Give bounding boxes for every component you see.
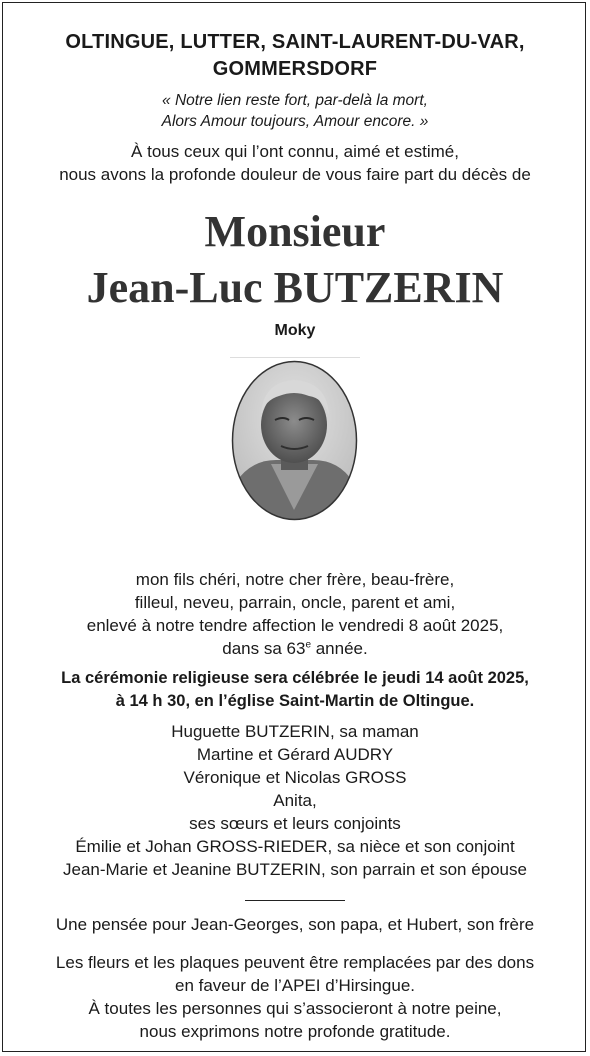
intro-line: À tous ceux qui l’ont connu, aimé et estimé, (131, 142, 459, 161)
family-member: Anita, (273, 791, 317, 810)
quote-line: Alors Amour toujours, Amour encore. » (161, 113, 429, 130)
closing-line: en faveur de l’APEI d’Hirsingue. (174, 976, 416, 995)
quote (0, 90, 590, 132)
deceased-title: Monsieur (204, 207, 386, 256)
locations-line: OLTINGUE, LUTTER, SAINT-LAURENT-DU-VAR, (65, 31, 525, 53)
family-member: Huguette BUTZERIN, sa maman (171, 722, 419, 741)
age-line (0, 637, 590, 660)
description-line: filleul, neveu, parrain, oncle, parent et ami, (134, 593, 456, 612)
description (0, 568, 590, 660)
family-member: Martine et Gérard AUDRY (196, 745, 394, 764)
intro (0, 140, 590, 186)
locations-header (0, 29, 590, 83)
intro-line: nous avons la profonde douleur de vous faire part du décès de (59, 165, 531, 184)
family-member: Émilie et Johan GROSS-RIEDER, sa nièce et son conjoint (75, 837, 515, 856)
portrait-photo (231, 360, 358, 521)
description-line: enlevé à notre tendre affection le vendredi 8 août 2025, (86, 616, 504, 635)
closing-line: À toutes les personnes qui s’associeront à notre peine, (88, 999, 502, 1018)
family-member: Jean-Marie et Jeanine BUTZERIN, son parrain et son épouse (63, 860, 527, 879)
age-prefix: dans sa 63 (222, 639, 306, 658)
age-superscript: e (305, 639, 311, 651)
separator (245, 900, 345, 901)
deceased-nickname: Moky (274, 322, 316, 339)
closing-line: Les fleurs et les plaques peuvent être remplacées par des dons (55, 953, 535, 972)
quote-line: « Notre lien reste fort, par-delà la mort, (162, 92, 428, 109)
closing-line: nous exprimons notre profonde gratitude. (139, 1022, 451, 1041)
family-member: Véronique et Nicolas GROSS (183, 768, 407, 787)
closing-message (0, 951, 590, 1043)
locations-line: GOMMERSDORF (212, 58, 378, 80)
family-list (0, 720, 590, 881)
ceremony-info (0, 667, 590, 713)
family-member: ses sœurs et leurs conjoints (189, 814, 401, 833)
age-suffix: année. (311, 639, 368, 658)
description-line: mon fils chéri, notre cher frère, beau-frère, (135, 570, 455, 589)
divider (230, 357, 360, 358)
ceremony-line: à 14 h 30, en l’église Saint-Martin de Oltingue. (115, 692, 475, 710)
deceased-name: Jean-Luc BUTZERIN (86, 263, 504, 312)
thought-line: Une pensée pour Jean-Georges, son papa, et Hubert, son frère (55, 915, 535, 934)
ceremony-line: La cérémonie religieuse sera célébrée le jeudi 14 août 2025, (61, 669, 529, 687)
